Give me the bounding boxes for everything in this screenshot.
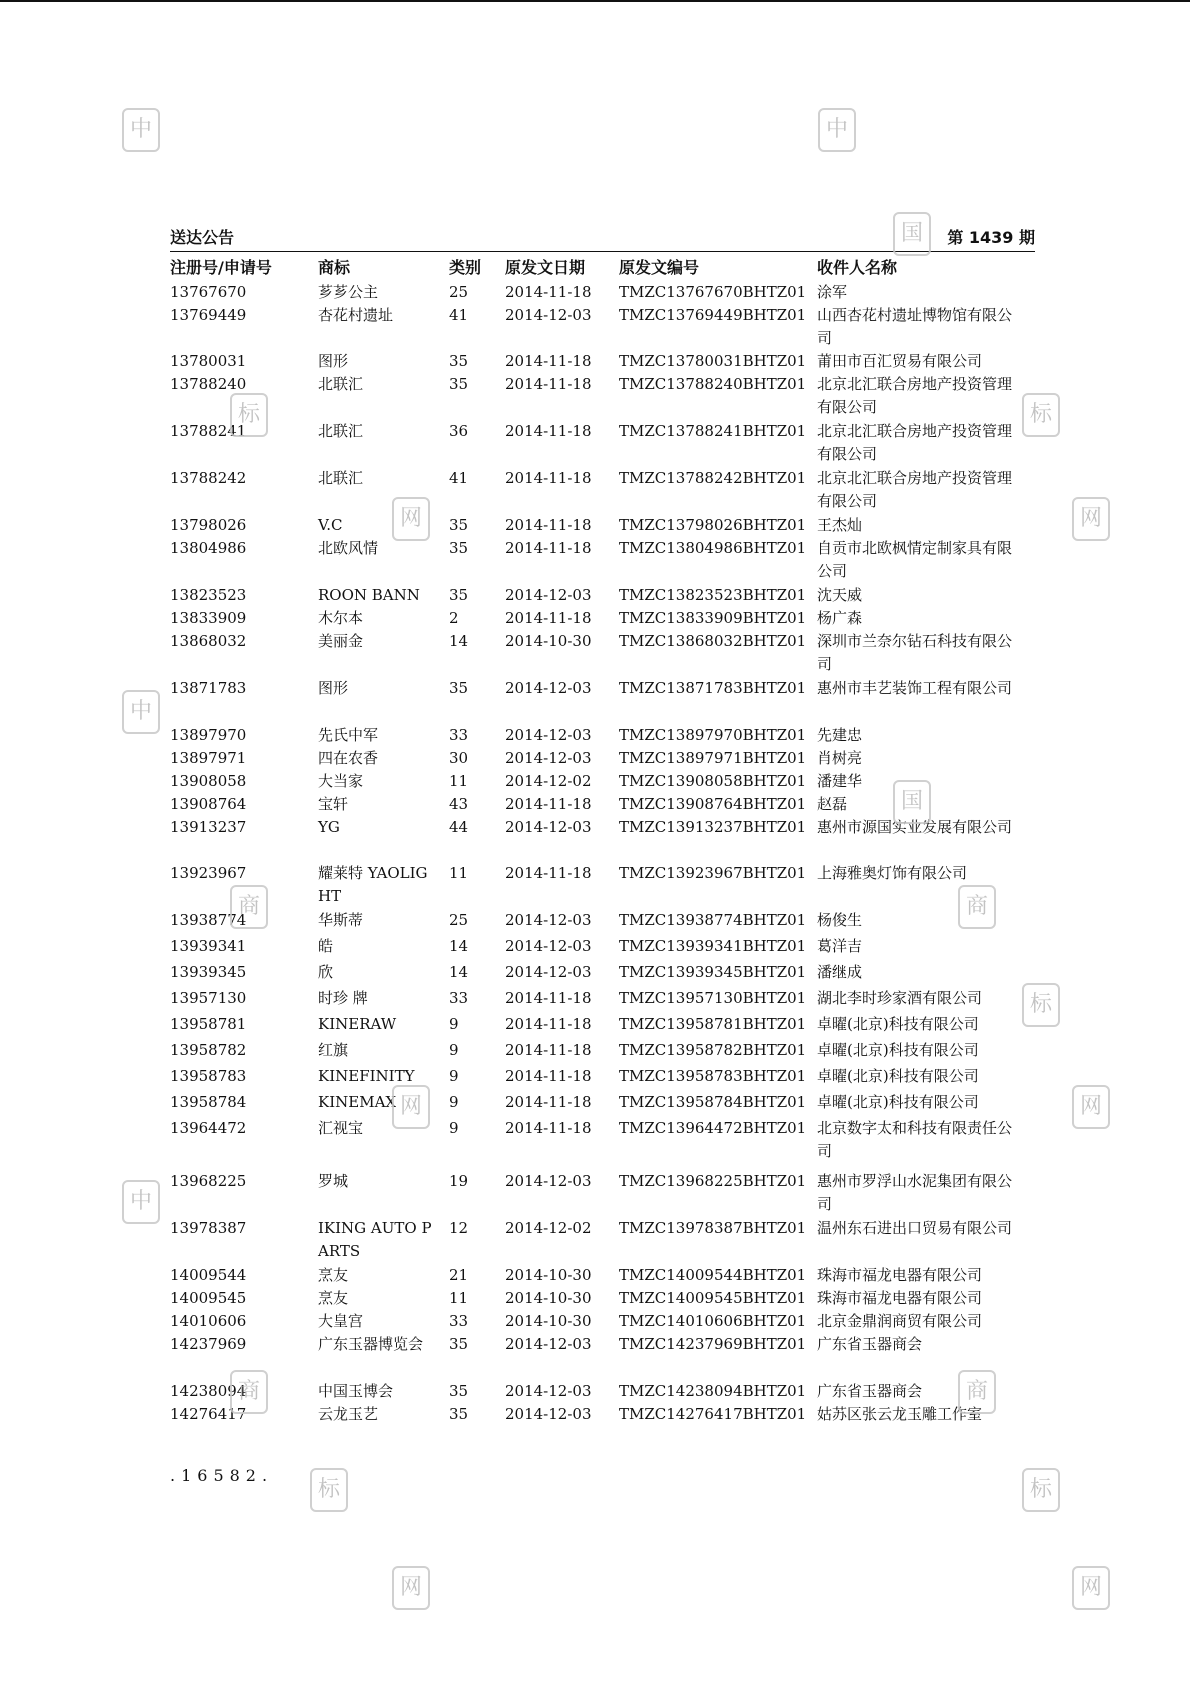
cell-class: 14 [449, 963, 469, 981]
cell-recipient: 深圳市兰奈尔钻石科技有限公司 [817, 632, 1013, 673]
cell-reg-no: 13871783 [170, 679, 247, 697]
cell-class: 35 [449, 586, 469, 604]
cell-recipient: 北京北汇联合房地产投资管理有限公司 [817, 469, 1013, 510]
cell-recipient: 广东省玉器商会 [817, 1382, 923, 1400]
cell-reg-no: 14238094 [170, 1382, 247, 1400]
cell-doc-no: TMZC13958782BHTZ01 [619, 1041, 807, 1059]
cell-class: 9 [449, 1041, 459, 1059]
cell-trademark: 芗芗公主 [318, 283, 379, 301]
page-number: .16582. [170, 1466, 274, 1485]
cell-recipient: 潘建华 [817, 772, 863, 790]
cell-date: 2014-11-18 [505, 1067, 592, 1085]
cell-doc-no: TMZC14010606BHTZ01 [619, 1312, 807, 1330]
cell-date: 2014-11-18 [505, 283, 592, 301]
cell-doc-no: TMZC13897971BHTZ01 [619, 749, 807, 767]
cell-recipient: 惠州市源国实业发展有限公司 [817, 818, 1013, 836]
watermark-stamp: 标 [310, 1468, 348, 1512]
cell-recipient: 沈天威 [817, 586, 863, 604]
cell-date: 2014-12-03 [505, 679, 592, 697]
col-header-date: 原发文日期 [505, 258, 586, 277]
cell-trademark: 大当家 [318, 772, 364, 790]
cell-date: 2014-10-30 [505, 1312, 592, 1330]
cell-doc-no: TMZC14009544BHTZ01 [619, 1266, 807, 1284]
cell-date: 2014-12-03 [505, 911, 592, 929]
cell-trademark: 汇视宝 [318, 1119, 364, 1137]
cell-doc-no: TMZC13978387BHTZ01 [619, 1219, 807, 1237]
cell-trademark: 北欧风情 [318, 539, 379, 557]
cell-class: 43 [449, 795, 469, 813]
cell-date: 2014-11-18 [505, 1015, 592, 1033]
cell-doc-no: TMZC13968225BHTZ01 [619, 1172, 807, 1190]
cell-class: 9 [449, 1119, 459, 1137]
cell-class: 12 [449, 1219, 469, 1237]
cell-reg-no: 13868032 [170, 632, 247, 650]
cell-reg-no: 13939345 [170, 963, 247, 981]
cell-trademark: 红旗 [318, 1041, 349, 1059]
watermark-stamp: 网 [392, 497, 430, 541]
col-header-trademark: 商标 [318, 258, 351, 277]
cell-date: 2014-11-18 [505, 539, 592, 557]
cell-recipient: 潘继成 [817, 963, 863, 981]
cell-class: 35 [449, 1335, 469, 1353]
cell-class: 36 [449, 422, 469, 440]
cell-doc-no: TMZC14237969BHTZ01 [619, 1335, 807, 1353]
cell-doc-no: TMZC13938774BHTZ01 [619, 911, 807, 929]
cell-reg-no: 13769449 [170, 306, 247, 324]
cell-date: 2014-11-18 [505, 469, 592, 487]
cell-reg-no: 14009545 [170, 1289, 247, 1307]
cell-trademark: 四在农香 [318, 749, 379, 767]
cell-class: 11 [449, 1289, 469, 1307]
cell-date: 2014-11-18 [505, 516, 592, 534]
cell-trademark: 图形 [318, 679, 349, 697]
cell-class: 11 [449, 772, 469, 790]
cell-date: 2014-11-18 [505, 1041, 592, 1059]
watermark-stamp: 标 [230, 393, 268, 437]
cell-date: 2014-12-02 [505, 1219, 592, 1237]
cell-class: 2 [449, 609, 459, 627]
cell-date: 2014-12-03 [505, 726, 592, 744]
cell-class: 41 [449, 469, 469, 487]
watermark-stamp: 商 [958, 885, 996, 929]
cell-recipient: 卓曜(北京)科技有限公司 [817, 1015, 979, 1033]
cell-date: 2014-11-18 [505, 1119, 592, 1137]
cell-trademark: 先氏中军 [318, 726, 379, 744]
cell-trademark: KINERAW [318, 1015, 397, 1033]
cell-reg-no: 13957130 [170, 989, 247, 1007]
cell-date: 2014-11-18 [505, 1093, 592, 1111]
cell-recipient: 珠海市福龙电器有限公司 [817, 1266, 983, 1284]
cell-trademark: 中国玉博会 [318, 1382, 394, 1400]
cell-recipient: 卓曜(北京)科技有限公司 [817, 1093, 979, 1111]
watermark-stamp: 中 [122, 108, 160, 152]
cell-doc-no: TMZC13780031BHTZ01 [619, 352, 807, 370]
issue-number: 第 1439 期 [947, 228, 1035, 247]
cell-reg-no: 14237969 [170, 1335, 247, 1353]
cell-date: 2014-11-18 [505, 609, 592, 627]
cell-class: 35 [449, 1382, 469, 1400]
cell-doc-no: TMZC13913237BHTZ01 [619, 818, 807, 836]
cell-class: 35 [449, 352, 469, 370]
cell-trademark: 华斯蒂 [318, 911, 364, 929]
cell-class: 19 [449, 1172, 469, 1190]
cell-reg-no: 13788241 [170, 422, 247, 440]
cell-doc-no: TMZC13769449BHTZ01 [619, 306, 807, 324]
cell-class: 35 [449, 375, 469, 393]
cell-date: 2014-12-03 [505, 1405, 592, 1423]
cell-trademark: 皓 [318, 937, 334, 955]
col-header-doc-no: 原发文编号 [619, 258, 700, 277]
cell-date: 2014-12-03 [505, 306, 592, 324]
cell-date: 2014-11-18 [505, 795, 592, 813]
cell-doc-no: TMZC13798026BHTZ01 [619, 516, 807, 534]
cell-trademark: 耀莱特 YAOLIGHT [318, 864, 428, 905]
cell-class: 25 [449, 283, 469, 301]
watermark-stamp: 网 [1072, 497, 1110, 541]
col-header-class: 类别 [449, 258, 482, 277]
cell-recipient: 王杰灿 [817, 516, 863, 534]
watermark-stamp: 标 [1022, 393, 1060, 437]
cell-class: 33 [449, 726, 469, 744]
cell-recipient: 卓曜(北京)科技有限公司 [817, 1041, 979, 1059]
cell-trademark: 北联汇 [318, 422, 364, 440]
watermark-stamp: 网 [1072, 1085, 1110, 1129]
cell-doc-no: TMZC13868032BHTZ01 [619, 632, 807, 650]
cell-doc-no: TMZC13939341BHTZ01 [619, 937, 807, 955]
cell-recipient: 湖北李时珍家酒有限公司 [817, 989, 983, 1007]
watermark-stamp: 标 [1022, 1468, 1060, 1512]
cell-date: 2014-10-30 [505, 1266, 592, 1284]
cell-doc-no: TMZC14276417BHTZ01 [619, 1405, 807, 1423]
cell-reg-no: 13833909 [170, 609, 247, 627]
watermark-stamp: 商 [230, 885, 268, 929]
cell-doc-no: TMZC14238094BHTZ01 [619, 1382, 807, 1400]
cell-class: 14 [449, 632, 469, 650]
cell-reg-no: 13968225 [170, 1172, 247, 1190]
cell-recipient: 北京金鼎润商贸有限公司 [817, 1312, 983, 1330]
cell-trademark: 欣 [318, 963, 334, 981]
cell-reg-no: 13923967 [170, 864, 247, 882]
cell-date: 2014-12-03 [505, 1335, 592, 1353]
cell-doc-no: TMZC13939345BHTZ01 [619, 963, 807, 981]
cell-recipient: 涂军 [817, 283, 848, 301]
cell-class: 9 [449, 1093, 459, 1111]
cell-reg-no: 13823523 [170, 586, 247, 604]
cell-class: 33 [449, 1312, 469, 1330]
cell-trademark: 烹友 [318, 1289, 349, 1307]
cell-reg-no: 13788240 [170, 375, 247, 393]
cell-class: 33 [449, 989, 469, 1007]
cell-recipient: 姑苏区张云龙玉雕工作室 [817, 1405, 983, 1423]
cell-trademark: KINEFINITY [318, 1067, 415, 1085]
cell-doc-no: TMZC13908058BHTZ01 [619, 772, 807, 790]
cell-doc-no: TMZC13788242BHTZ01 [619, 469, 807, 487]
cell-reg-no: 13767670 [170, 283, 247, 301]
cell-reg-no: 14276417 [170, 1405, 247, 1423]
cell-date: 2014-12-03 [505, 1172, 592, 1190]
cell-recipient: 北京北汇联合房地产投资管理有限公司 [817, 422, 1013, 463]
cell-class: 9 [449, 1067, 459, 1085]
cell-recipient: 杨俊生 [817, 911, 863, 929]
cell-class: 41 [449, 306, 469, 324]
cell-reg-no: 13913237 [170, 818, 247, 836]
cell-reg-no: 13958782 [170, 1041, 247, 1059]
cell-date: 2014-12-03 [505, 1382, 592, 1400]
watermark-stamp: 中 [122, 690, 160, 734]
cell-trademark: V.C [318, 516, 343, 534]
cell-doc-no: TMZC13871783BHTZ01 [619, 679, 807, 697]
cell-reg-no: 13958781 [170, 1015, 247, 1033]
cell-recipient: 山西杏花村遗址博物馆有限公司 [817, 306, 1013, 347]
watermark-stamp: 标 [1022, 983, 1060, 1027]
cell-recipient: 广东省玉器商会 [817, 1335, 923, 1353]
cell-doc-no: TMZC13788240BHTZ01 [619, 375, 807, 393]
cell-doc-no: TMZC13833909BHTZ01 [619, 609, 807, 627]
cell-reg-no: 13788242 [170, 469, 247, 487]
cell-class: 35 [449, 1405, 469, 1423]
watermark-stamp: 商 [958, 1370, 996, 1414]
cell-class: 35 [449, 679, 469, 697]
cell-class: 11 [449, 864, 469, 882]
cell-reg-no: 13958784 [170, 1093, 247, 1111]
cell-reg-no: 13978387 [170, 1219, 247, 1237]
cell-recipient: 卓曜(北京)科技有限公司 [817, 1067, 979, 1085]
cell-recipient: 惠州市丰艺装饰工程有限公司 [817, 679, 1013, 697]
cell-reg-no: 14009544 [170, 1266, 247, 1284]
cell-doc-no: TMZC13958781BHTZ01 [619, 1015, 807, 1033]
watermark-stamp: 网 [1072, 1566, 1110, 1610]
cell-trademark: ROON BANN [318, 586, 420, 604]
cell-class: 21 [449, 1266, 469, 1284]
col-header-recipient: 收件人名称 [817, 258, 898, 277]
cell-trademark: 烹友 [318, 1266, 349, 1284]
watermark-stamp: 网 [392, 1085, 430, 1129]
cell-date: 2014-12-03 [505, 749, 592, 767]
cell-recipient: 温州东石进出口贸易有限公司 [817, 1219, 1013, 1237]
cell-recipient: 自贡市北欧枫情定制家具有限公司 [817, 539, 1013, 580]
cell-recipient: 肖树亮 [817, 749, 863, 767]
watermark-stamp: 商 [230, 1370, 268, 1414]
cell-recipient: 杨广森 [817, 609, 863, 627]
cell-date: 2014-11-18 [505, 864, 592, 882]
cell-recipient: 赵磊 [817, 795, 848, 813]
cell-trademark: 北联汇 [318, 469, 364, 487]
cell-reg-no: 13908764 [170, 795, 247, 813]
cell-trademark: 大皇宫 [318, 1312, 364, 1330]
cell-recipient: 先建忠 [817, 726, 863, 744]
cell-recipient: 北京数字太和科技有限责任公司 [817, 1119, 1013, 1160]
cell-date: 2014-11-18 [505, 989, 592, 1007]
watermark-stamp: 中 [818, 108, 856, 152]
cell-reg-no: 14010606 [170, 1312, 247, 1330]
cell-doc-no: TMZC13923967BHTZ01 [619, 864, 807, 882]
cell-trademark: KINEMAX [318, 1093, 397, 1111]
cell-class: 44 [449, 818, 469, 836]
cell-date: 2014-10-30 [505, 1289, 592, 1307]
cell-date: 2014-10-30 [505, 632, 592, 650]
cell-date: 2014-12-02 [505, 772, 592, 790]
cell-recipient: 北京北汇联合房地产投资管理有限公司 [817, 375, 1013, 416]
cell-doc-no: TMZC13788241BHTZ01 [619, 422, 807, 440]
cell-trademark: 罗城 [318, 1172, 349, 1190]
cell-doc-no: TMZC13958784BHTZ01 [619, 1093, 807, 1111]
cell-class: 30 [449, 749, 469, 767]
watermark-stamp: 网 [392, 1566, 430, 1610]
watermark-stamp: 国 [893, 212, 931, 256]
cell-class: 35 [449, 539, 469, 557]
cell-reg-no: 13908058 [170, 772, 247, 790]
cell-trademark: 杏花村遗址 [318, 306, 394, 324]
cell-doc-no: TMZC13823523BHTZ01 [619, 586, 807, 604]
cell-recipient: 上海雅奥灯饰有限公司 [817, 864, 968, 882]
cell-trademark: 木尔本 [318, 609, 364, 627]
cell-trademark: 图形 [318, 352, 349, 370]
watermark-stamp: 中 [122, 1180, 160, 1224]
cell-reg-no: 13958783 [170, 1067, 247, 1085]
cell-class: 14 [449, 937, 469, 955]
cell-trademark: YG [318, 818, 340, 836]
cell-reg-no: 13804986 [170, 539, 247, 557]
cell-reg-no: 13964472 [170, 1119, 247, 1137]
cell-reg-no: 13938774 [170, 911, 247, 929]
cell-reg-no: 13798026 [170, 516, 247, 534]
cell-recipient: 惠州市罗浮山水泥集团有限公司 [817, 1172, 1013, 1213]
cell-doc-no: TMZC13957130BHTZ01 [619, 989, 807, 1007]
section-title: 送达公告 [170, 228, 235, 247]
cell-trademark: 云龙玉艺 [318, 1405, 379, 1423]
cell-recipient: 珠海市福龙电器有限公司 [817, 1289, 983, 1307]
cell-date: 2014-11-18 [505, 352, 592, 370]
cell-trademark: IKING AUTO PARTS [318, 1219, 432, 1260]
cell-trademark: 广东玉器博览会 [318, 1335, 424, 1353]
cell-date: 2014-12-03 [505, 818, 592, 836]
cell-reg-no: 13939341 [170, 937, 247, 955]
cell-trademark: 宝轩 [318, 795, 349, 813]
cell-doc-no: TMZC13804986BHTZ01 [619, 539, 807, 557]
cell-date: 2014-12-03 [505, 963, 592, 981]
cell-doc-no: TMZC14009545BHTZ01 [619, 1289, 807, 1307]
cell-recipient: 莆田市百汇贸易有限公司 [817, 352, 983, 370]
cell-recipient: 葛洋吉 [817, 937, 863, 955]
cell-date: 2014-12-03 [505, 937, 592, 955]
cell-doc-no: TMZC13908764BHTZ01 [619, 795, 807, 813]
col-header-reg-no: 注册号/申请号 [170, 258, 272, 277]
cell-reg-no: 13897970 [170, 726, 247, 744]
cell-doc-no: TMZC13958783BHTZ01 [619, 1067, 807, 1085]
cell-doc-no: TMZC13767670BHTZ01 [619, 283, 807, 301]
cell-class: 35 [449, 516, 469, 534]
cell-date: 2014-11-18 [505, 375, 592, 393]
cell-trademark: 时珍 牌 [318, 989, 368, 1007]
cell-reg-no: 13780031 [170, 352, 247, 370]
watermark-stamp: 国 [893, 780, 931, 824]
cell-trademark: 美丽金 [318, 632, 364, 650]
cell-doc-no: TMZC13964472BHTZ01 [619, 1119, 807, 1137]
cell-date: 2014-11-18 [505, 422, 592, 440]
cell-doc-no: TMZC13897970BHTZ01 [619, 726, 807, 744]
cell-date: 2014-12-03 [505, 586, 592, 604]
cell-reg-no: 13897971 [170, 749, 247, 767]
cell-trademark: 北联汇 [318, 375, 364, 393]
cell-class: 25 [449, 911, 469, 929]
cell-class: 9 [449, 1015, 459, 1033]
